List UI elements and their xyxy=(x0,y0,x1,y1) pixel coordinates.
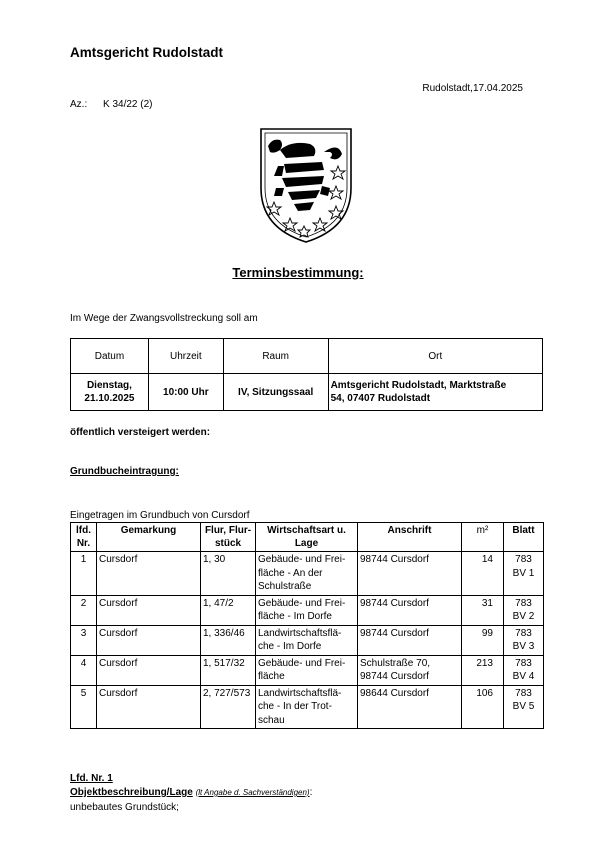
object-description-label: Objektbeschreibung/Lage xyxy=(70,787,193,798)
cell-anschrift xyxy=(358,655,462,685)
cell-nr-line: 5 xyxy=(80,687,87,699)
cell-raum: IV, Sitzungssaal xyxy=(223,374,328,411)
cell-wirtschaftsart xyxy=(256,655,358,685)
cell-flur-line: 1, 30 xyxy=(203,554,226,565)
cell-blatt-line: BV 1 xyxy=(512,567,535,579)
header-flur-line1: Flur, Flur- xyxy=(204,525,252,536)
cell-gemarkung xyxy=(97,655,201,685)
cell-anschrift-line: 98744 Cursdorf xyxy=(360,627,429,639)
cell-wirtschaftsart-line: Schulstraße xyxy=(258,581,312,592)
cell-nr xyxy=(71,685,97,729)
cell-wirtschaftsart xyxy=(256,552,358,596)
table-row xyxy=(71,552,544,596)
cell-flur-line: 2, 727/573 xyxy=(203,687,251,699)
cell-qm-line: 106 xyxy=(476,687,493,699)
cell-flur xyxy=(201,625,256,655)
cell-blatt xyxy=(504,685,544,729)
cell-nr-line: 3 xyxy=(80,627,87,639)
cell-anschrift-line: 98744 Cursdorf xyxy=(360,554,429,565)
object-description-note: (lt Angabe d. Sachverständigen) xyxy=(195,788,310,797)
datum-date: 21.10.2025 xyxy=(84,393,135,404)
cell-wirtschaftsart xyxy=(256,625,358,655)
cell-nr xyxy=(71,595,97,625)
cell-anschrift-line: 98744 Cursdorf xyxy=(360,671,429,682)
cell-wirtschaftsart-line: Gebäude- und Frei- xyxy=(258,554,346,565)
thuringia-coat-of-arms-icon xyxy=(258,126,354,244)
cell-qm xyxy=(462,595,504,625)
header-raum: Raum xyxy=(223,339,328,374)
cell-nr-line: 4 xyxy=(80,657,87,669)
cell-gemarkung xyxy=(97,625,201,655)
cell-flur-line: 1, 517/32 xyxy=(203,657,245,669)
object-description-text: unbebautes Grundstück; xyxy=(70,802,179,813)
cell-anschrift-line: 98644 Cursdorf xyxy=(360,687,429,699)
land-register-table xyxy=(70,522,544,729)
cell-wirtschaftsart-line: Landwirtschaftsflä- xyxy=(258,687,342,699)
cell-wirtschaftsart-line: che - In der Trot- xyxy=(258,701,332,712)
header-flur xyxy=(201,523,256,552)
cell-nr-line: 2 xyxy=(80,597,87,609)
table-row xyxy=(71,595,544,625)
cell-qm xyxy=(462,655,504,685)
place-date: Rudolstadt,17.04.2025 xyxy=(422,83,523,94)
cell-blatt xyxy=(504,655,544,685)
cell-qm-line: 14 xyxy=(481,554,493,565)
cell-flur xyxy=(201,685,256,729)
cell-wirtschaftsart-line: che - Im Dorfe xyxy=(258,641,322,652)
lfd-nr-heading: Lfd. Nr. 1 xyxy=(70,773,113,784)
appointment-row xyxy=(71,374,543,411)
cell-wirtschaftsart-line: Gebäude- und Frei- xyxy=(258,657,346,669)
appointment-table xyxy=(70,338,543,411)
cell-qm-line: 213 xyxy=(476,657,493,669)
cell-nr xyxy=(71,552,97,596)
cell-blatt-line: 783 xyxy=(515,657,532,669)
cell-wirtschaftsart-line: Landwirtschaftsflä- xyxy=(258,627,342,639)
document-title: Terminsbestimmung: xyxy=(232,265,364,280)
file-number-label: Az.: xyxy=(70,99,88,110)
ort-line1: Amtsgericht Rudolstadt, Marktstraße xyxy=(330,380,507,391)
court-name: Amtsgericht Rudolstadt xyxy=(70,45,224,60)
cell-nr xyxy=(71,625,97,655)
cell-blatt-line: 783 xyxy=(515,554,532,565)
cell-blatt-line: BV 5 xyxy=(512,701,535,712)
cell-gemarkung-line: Cursdorf xyxy=(99,597,138,609)
cell-flur-line: 1, 336/46 xyxy=(203,627,245,639)
cell-blatt xyxy=(504,552,544,596)
header-gemarkung: Gemarkung xyxy=(97,523,201,552)
header-lfd-line2: Nr. xyxy=(76,538,91,549)
object-description-colon: : xyxy=(309,787,313,798)
auction-statement: öffentlich versteigert werden: xyxy=(70,427,211,438)
ort-line2: 54, 07407 Rudolstadt xyxy=(330,393,431,404)
cell-qm-line: 99 xyxy=(481,627,493,639)
cell-flur xyxy=(201,552,256,596)
cell-wirtschaftsart-line: Gebäude- und Frei- xyxy=(258,597,346,609)
cell-wirtschaftsart-line: fläche - Im Dorfe xyxy=(258,611,332,622)
cell-gemarkung-line: Cursdorf xyxy=(99,554,138,565)
cell-nr-line: 1 xyxy=(80,554,87,565)
land-register-header-row xyxy=(71,523,544,552)
datum-weekday: Dienstag, xyxy=(86,380,132,391)
header-ort: Ort xyxy=(328,339,542,374)
land-register-heading: Grundbucheintragung: xyxy=(70,466,179,477)
cell-gemarkung xyxy=(97,552,201,596)
appointment-header-row xyxy=(71,339,543,374)
cell-blatt-line: BV 3 xyxy=(512,641,535,652)
cell-anschrift xyxy=(358,552,462,596)
cell-anschrift-line: 98744 Cursdorf xyxy=(360,597,429,609)
cell-uhrzeit: 10:00 Uhr xyxy=(148,374,223,411)
cell-blatt xyxy=(504,595,544,625)
cell-flur-line: 1, 47/2 xyxy=(203,597,234,609)
header-wirt-line1: Wirtschaftsart u. xyxy=(267,525,346,536)
cell-ort xyxy=(328,374,542,411)
cell-blatt-line: BV 2 xyxy=(512,611,535,622)
header-wirtschaftsart xyxy=(256,523,358,552)
cell-gemarkung xyxy=(97,685,201,729)
header-lfd-line1: lfd. xyxy=(76,525,91,536)
cell-qm xyxy=(462,552,504,596)
cell-gemarkung-line: Cursdorf xyxy=(99,627,138,639)
cell-gemarkung xyxy=(97,595,201,625)
cell-blatt-line: BV 4 xyxy=(512,671,535,682)
cell-nr xyxy=(71,655,97,685)
cell-gemarkung-line: Cursdorf xyxy=(99,657,138,669)
header-anschrift: Anschrift xyxy=(358,523,462,552)
cell-blatt xyxy=(504,625,544,655)
cell-anschrift xyxy=(358,595,462,625)
file-number-value: K 34/22 (2) xyxy=(103,99,153,110)
cell-datum xyxy=(71,374,149,411)
cell-wirtschaftsart-line: fläche xyxy=(258,671,285,682)
cell-blatt-line: 783 xyxy=(515,627,532,639)
cell-blatt-line: 783 xyxy=(515,687,532,699)
cell-qm xyxy=(462,625,504,655)
header-blatt: Blatt xyxy=(504,523,544,552)
intro-text: Im Wege der Zwangsvollstreckung soll am xyxy=(70,313,258,324)
object-description xyxy=(70,787,312,798)
cell-flur xyxy=(201,655,256,685)
cell-flur xyxy=(201,595,256,625)
cell-wirtschaftsart-line: schau xyxy=(258,714,285,726)
cell-anschrift xyxy=(358,625,462,655)
header-qm: m² xyxy=(462,523,504,552)
cell-blatt-line: 783 xyxy=(515,597,532,609)
header-flur-line2: stück xyxy=(214,538,242,549)
cell-anschrift-line: Schulstraße 70, xyxy=(360,657,431,669)
header-uhrzeit: Uhrzeit xyxy=(148,339,223,374)
cell-wirtschaftsart xyxy=(256,595,358,625)
cell-qm xyxy=(462,685,504,729)
land-register-intro: Eingetragen im Grundbuch von Cursdorf xyxy=(70,510,250,521)
cell-gemarkung-line: Cursdorf xyxy=(99,687,138,699)
table-row xyxy=(71,625,544,655)
header-wirt-line2: Lage xyxy=(294,538,319,549)
table-row xyxy=(71,685,544,729)
cell-wirtschaftsart-line: fläche - An der xyxy=(258,567,323,579)
header-lfd xyxy=(71,523,97,552)
cell-qm-line: 31 xyxy=(481,597,493,609)
header-datum: Datum xyxy=(71,339,149,374)
table-row xyxy=(71,655,544,685)
cell-wirtschaftsart xyxy=(256,685,358,729)
cell-anschrift xyxy=(358,685,462,729)
